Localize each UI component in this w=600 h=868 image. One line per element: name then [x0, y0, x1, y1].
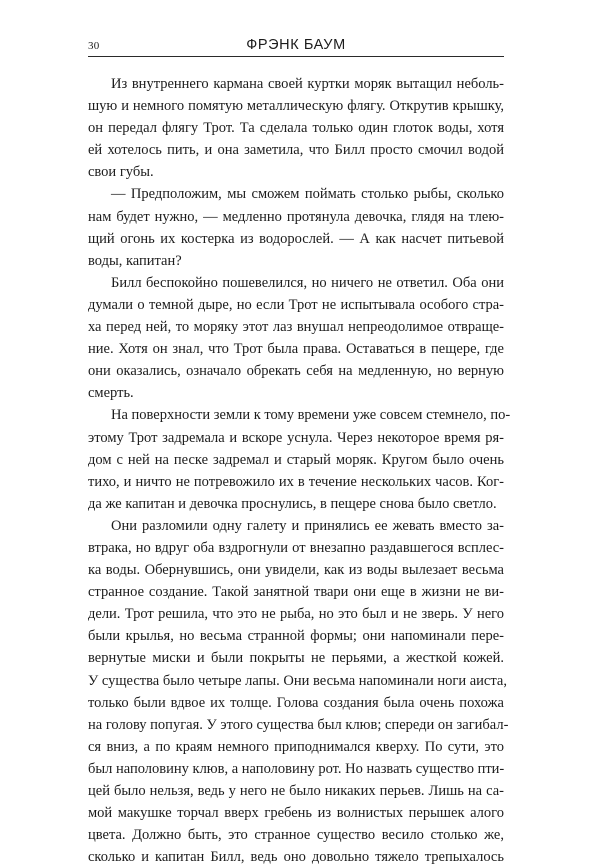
text-line: Из внутреннего кармана своей куртки моряк вытащил неболь- [111, 76, 504, 92]
page-header [88, 34, 504, 57]
text-line: цвета. Должно быть, это странное существо весило столько же, [88, 827, 504, 844]
text-line: дели. Трот решила, что это не рыба, но это был и не зверь. У него [88, 606, 504, 623]
text-line: Билл беспокойно пошевелился, но ничего не ответил. Оба они [111, 274, 504, 291]
text-line: думали о темной дыре, но если Трот не испытывала особого стра- [88, 296, 504, 313]
text-line: ей хотелось пить, и она заметила, что Билл просто смочил водой [88, 142, 504, 159]
text-line: он передал флягу Трот. Та сделала только один глоток воды, хотя [88, 120, 504, 137]
paragraph [88, 183, 504, 271]
text-line: ние. Хотя он знал, что Трот была права. Оставаться в пещере, где [88, 341, 504, 358]
paragraph [88, 404, 511, 514]
text-line: втрака, но вдруг оба вздрогнули от внезапно раздавшегося всплес- [88, 539, 504, 556]
running-head: ФРЭНК БАУМ [246, 37, 346, 53]
text-line: тихо, и ничто не потревожило их в течение нескольких часов. Ког- [88, 473, 504, 490]
text-line: ха перед ней, то моряку этот лаз внушал непреодолимое отвраще- [88, 319, 504, 336]
text-line: ся вниз, а по краям немного приподнимался кверху. По сути, это [88, 738, 504, 755]
text-line: они оказались, означало обрекать себя на медленную, но верную [88, 363, 504, 380]
text-line: мой макушке торчал вверх гребень из волнистых перышек алого [88, 805, 504, 822]
text-line: на голову попугая. У этого существа был клюв; спереди он загибал- [88, 716, 509, 733]
text-line: ка воды. Обернувшись, они увидели, как из воды вылезает весьма [88, 562, 504, 579]
text-line: смерть. [88, 385, 134, 402]
text-line: были крылья, но весьма странной формы; они напоминали пере- [88, 628, 504, 645]
text-line: дом с ней на песке задремал и старый моряк. Кругом было очень [88, 451, 504, 468]
text-line: — Предположим, мы сможем поймать столько рыбы, сколько [111, 186, 504, 203]
paragraph [88, 272, 504, 405]
text-line: нам будет нужно, — медленно протянула девочка, глядя на тлею- [88, 208, 504, 225]
text-line: воды, капитан? [88, 252, 182, 269]
text-line: У существа было четыре лапы. Они весьма напоминали ноги аиста, [88, 672, 507, 689]
text-line: странное создание. Такой занятной твари они еще в жизни не ви- [88, 584, 504, 601]
text-line: цей было нельзя, ведь у него не было никаких перьев. Лишь на са- [88, 783, 504, 799]
text-line: только были вдвое их толще. Голова создания была очень похожа [88, 694, 504, 711]
text-line: сколько и капитан Билл, ведь оно довольно тяжело трепыхалось [88, 849, 504, 866]
text-line: шую и немного помятую металлическую флягу. Открутив крышку, [88, 98, 504, 115]
text-line: этому Трот задремала и вскоре уснула. Через некоторое время ря- [88, 429, 504, 446]
body-text [88, 73, 511, 868]
paragraph [88, 515, 509, 868]
text-line: свои губы. [88, 164, 154, 181]
text-line: да же капитан и девочка проснулись, в пещере снова было светло. [88, 495, 497, 512]
text-line: щий огонь их костерка из водорослей. — А как насчет питьевой [88, 230, 504, 247]
page-number: 30 [88, 40, 100, 52]
paragraph [88, 73, 504, 183]
text-line: был наполовину клюв, а наполовину рот. Но назвать существо пти- [88, 760, 505, 777]
text-line: Они разломили одну галету и принялись ее жевать вместо за- [111, 517, 504, 534]
text-line: На поверхности земли к тому времени уже совсем стемнело, по- [111, 407, 511, 424]
text-line: вернутые миски и были покрыты не перьями, а жесткой кожей. [88, 650, 504, 667]
